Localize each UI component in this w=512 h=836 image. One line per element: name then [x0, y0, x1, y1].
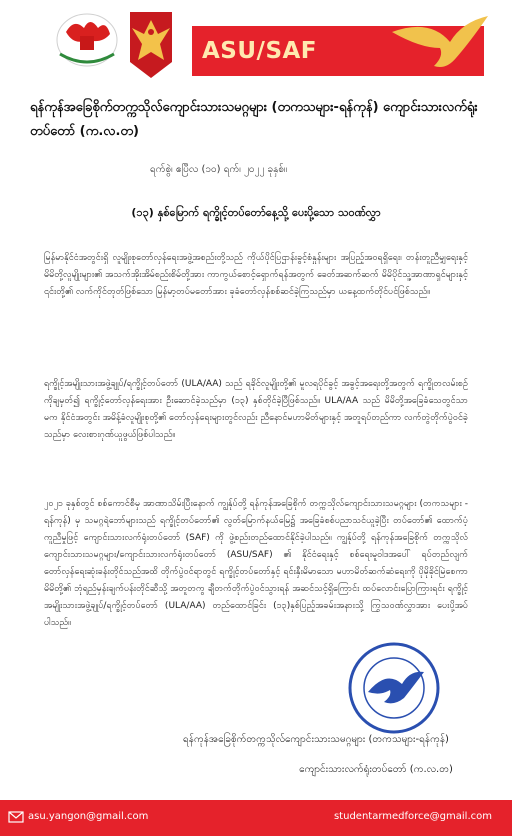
signature-unit-line: ကျောင်းသားလက်ရုံးတပ်တော် (က.လ.တ) [299, 764, 453, 775]
paragraph-3: ၂၀၂၁ ခုနှစ်တွင် စစ်ကောင်စီမှ အာဏာသိမ်းပြီးနောက် ကျွန်ုပ်တို့ ရန်ကုန်အခြေစိုက် တက္ကသိုလ်ကျောင်းသားသမဂ္ဂများ (တကသများ - ရန်ကုန်) မှ သမဂ္ဂရဲဘော်များသည် ရက္ခိုင့်တပ်တော်၏ လွတ်မြောက်နယ်မြေ၌ အခြေခံစစ်ပညာသင်ယူခဲ့ပြီး တပ်တော်၏ ထောက်ပံ့ကူညီမှုဖြင့် ကျောင်းသားလက်ရုံးတပ်တော် (SAF) ကို ဖွဲ့စည်းတည်ထောင်နိုင်ခဲ့ပါသည်။ ကျွန်ုပ်တို့ ရန်ကုန်အခြေစိုက် တက္ကသိုလ်ကျောင်းသားသမဂ္ဂများ/ကျောင်းသားလက်ရုံးတပ်တော် (ASU/SAF) ၏ နိုင်ငံရေးနှင့် စစ်ရေးမူဝါဒအပေါ် ရပ်တည်လျက် တော်လှန်ရေးဆုံးခန်းတိုင်သည်အထိ တိုက်ပွဲဝင်ရာတွင် ရက္ခိုင့်တပ်တော်နှင့် ရင်းနှီးမိမာသော မဟာမိတ်ဆက်ဆံရေးကို ပိုမိုခိုင်မြဲစေကာ မိမိတို့၏ ဘုံရည်မှန်းချက်ပန်းတိုင်ဆီသို့ အတူတကွ ချီတက်တိုက်ပွဲဝင်သွားရန် အဆင်သင့်ရှိကြောင်း ထပ်လောင်းပြောကြားရင်း ရက္ခိုင့်အမျိုးသားအဖွဲ့ချုပ်/ရက္ခိုင့်တပ်တော် (ULA/AA) တည်ထောင်ခြင်း (၁၃)နှစ်ပြည့်အခမ်းအနားသို့ ကြွသဝဏ်လွှာအား ပေးပို့အပ်ပါသည်။ [44, 499, 468, 628]
signature-org-line: ရန်ကုန်အခြေစိုက်တက္ကသိုလ်ကျောင်းသားသမဂ္ဂများ (တကသများ-ရန်ကုန်) [183, 734, 449, 745]
paragraph-2: ရက္ခိုင့်အမျိုးသားအဖွဲ့ချုပ်/ရက္ခိုင့်တပ်တော် (ULA/AA) သည် ရခိုင်လူမျိုးတို့၏ မူလရပိုင်ခွင့် အခွင့်အရေးတို့အတွက် ရက္ခိုတလမ်းစဉ်ကိုချမှတ်၍ ရက္ခိုင့်တော်လှန်ရေးအား ဦးဆောင်ခဲ့သည်မှာ (၁၃) နှစ်တိုင်ခဲ့ပြီဖြစ်သည်။ ULA/AA သည် မိမိတို့အခြေခံသေတွင်သာမက နိုင်ငံအတွင်း အမိန့်ခံလူမျိုးစုတို့၏ တော်လှန်ရေးများတွင်လည်း ညီနောင်မဟာမိတ်များနှင့် အတူရပ်တည်ကာ လက်တွဲတိုက်ပွဲဝင်ခဲ့သည်မှာ လေးစားဂုဏ်ယူဖွယ်ဖြစ်ပါသည်။ [44, 379, 468, 440]
letter-date: ရက်စွဲ၊ ဧပြီလ (၁၀) ရက်၊ ၂၀၂၂ ခုနှစ်။ [150, 164, 287, 175]
org-name: ရန်ကုန်အခြေစိုက်တက္ကသိုလ်ကျောင်းသားသမဂ္ဂများ (တကသများ-ရန်ကုန်) ကျောင်းသားလက်ရုံးတပ်တော် (က.လ.တ) [30, 100, 478, 139]
header-banner [192, 26, 484, 76]
stamp-seal-icon [346, 640, 442, 736]
envelope-icon [8, 811, 24, 823]
phoenix-logo-icon [128, 8, 174, 80]
footer-email-right[interactable]: studentarmedforce@gmail.com [333, 811, 492, 822]
fist-logo-icon [54, 10, 120, 74]
paragraph-1: မြန်မာနိုင်ငံအတွင်းရှိ လူမျိုးစုတော်လှန်ရေးအဖွဲ့အစည်းတို့သည် ကိုယ်ပိုင်ပြဌာန်းခွင့်စံနှုန်းများ အပြည့်အဝရရှိရေး၊ တန်းတူညီမျှရေးနှင့် မိမိတို့လူမျိုးများ၏ အသက်အိုးအိမ်စည်းစိမ်တို့အား ကာကွယ်စောင့်ရှောက်ရန်အတွက် ခေတ်အဆက်ဆက် မိမိပိုင်သူ့အာဏာရှင်များနှင့် ၎င်းတို့၏ လက်ကိုင်တုတ်ဖြစ်သော မြန်မာ့တပ်မတော်အား ခုခံတော်လှန်စစ်ဆင်ခဲ့ကြသည်မှာ ယနေ့ထက်တိုင်ပင်ဖြစ်သည်။ [44, 253, 468, 297]
banner-title: ASU/SAF [202, 38, 318, 64]
letterhead [0, 0, 512, 88]
footer-bar [0, 800, 512, 836]
bird-emblem-icon [390, 12, 490, 74]
letter-title: (၁၃) နှစ်မြောက် ရက္ခိုင့်တပ်တော်နေ့သို့ ပေးပို့သော သဝဏ်လွှာ [131, 206, 381, 219]
footer-email-left[interactable]: asu.yangon@gmail.com [28, 811, 149, 822]
